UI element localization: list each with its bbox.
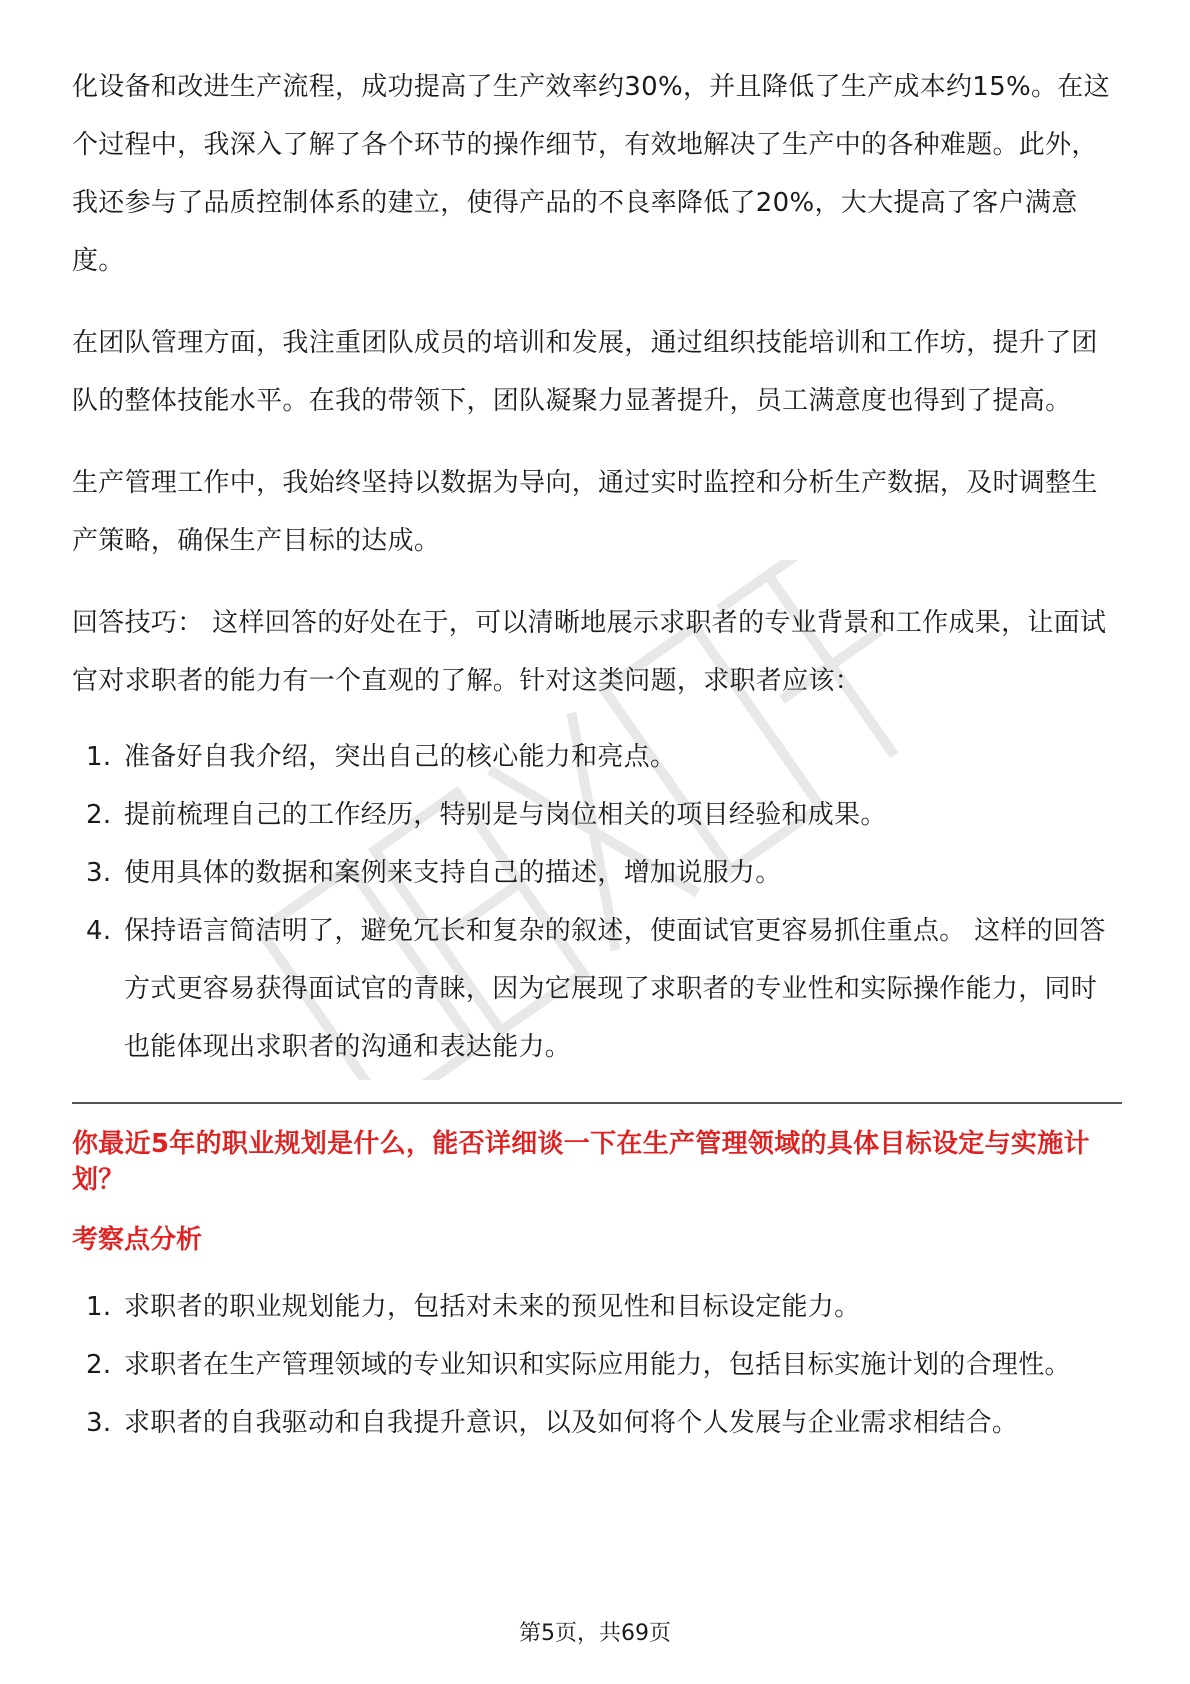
list-item: 1. 准备好自我介绍，突出自己的核心能力和亮点。 bbox=[86, 742, 677, 772]
analysis-heading: 考察点分析 bbox=[72, 1225, 203, 1255]
list-item: 4. 保持语言简洁明了，避免冗长和复杂的叙述，使面试官更容易抓住重点。 这样的回答方式更容易获得面试官的青睐，因为它展现了求职者的专业性和实际操作能力，同时也能体现出求职者的沟通和表达能力。 bbox=[86, 916, 1106, 1062]
main-content bbox=[72, 58, 1122, 1474]
tips-list bbox=[72, 728, 1122, 1076]
analysis-list bbox=[72, 1278, 1122, 1452]
paragraph-achievements: 化设备和改进生产流程，成功提高了生产效率约30%，并且降低了生产成本约15%。在这个过程中，我深入了解了各个环节的操作细节，有效地解决了生产中的各种难题。此外，我还参与了品质控制体系的建立，使得产品的不良率降低了20%，大大提高了客户满意度。 bbox=[72, 72, 1110, 276]
list-item: 2. 求职者在生产管理领域的专业知识和实际应用能力，包括目标实施计划的合理性。 bbox=[86, 1350, 1071, 1380]
page-footer: 第5页，共69页 bbox=[519, 1621, 671, 1646]
list-item: 2. 提前梳理自己的工作经历，特别是与岗位相关的项目经验和成果。 bbox=[86, 800, 887, 830]
paragraph-answer-tips: 回答技巧： 这样回答的好处在于，可以清晰地展示求职者的专业背景和工作成果，让面试官对求职者的能力有一个直观的了解。针对这类问题，求职者应该： bbox=[72, 608, 1107, 696]
list-item: 3. 使用具体的数据和案例来支持自己的描述，增加说服力。 bbox=[86, 858, 782, 888]
paragraph-data-driven: 生产管理工作中，我始终坚持以数据为导向，通过实时监控和分析生产数据，及时调整生产策略，确保生产目标的达成。 bbox=[72, 468, 1098, 556]
list-item: 3. 求职者的自我驱动和自我提升意识，以及如何将个人发展与企业需求相结合。 bbox=[86, 1408, 1019, 1438]
list-item: 1. 求职者的职业规划能力，包括对未来的预见性和目标设定能力。 bbox=[86, 1292, 861, 1322]
interview-question: 你最近5年的职业规划是什么，能否详细谈一下在生产管理领域的具体目标设定与实施计划？ bbox=[72, 1129, 1090, 1195]
paragraph-team-management: 在团队管理方面，我注重团队成员的培训和发展，通过组织技能培训和工作坊，提升了团队的整体技能水平。在我的带领下，团队凝聚力显著提升，员工满意度也得到了提高。 bbox=[72, 328, 1098, 416]
section-divider bbox=[72, 1102, 1122, 1104]
